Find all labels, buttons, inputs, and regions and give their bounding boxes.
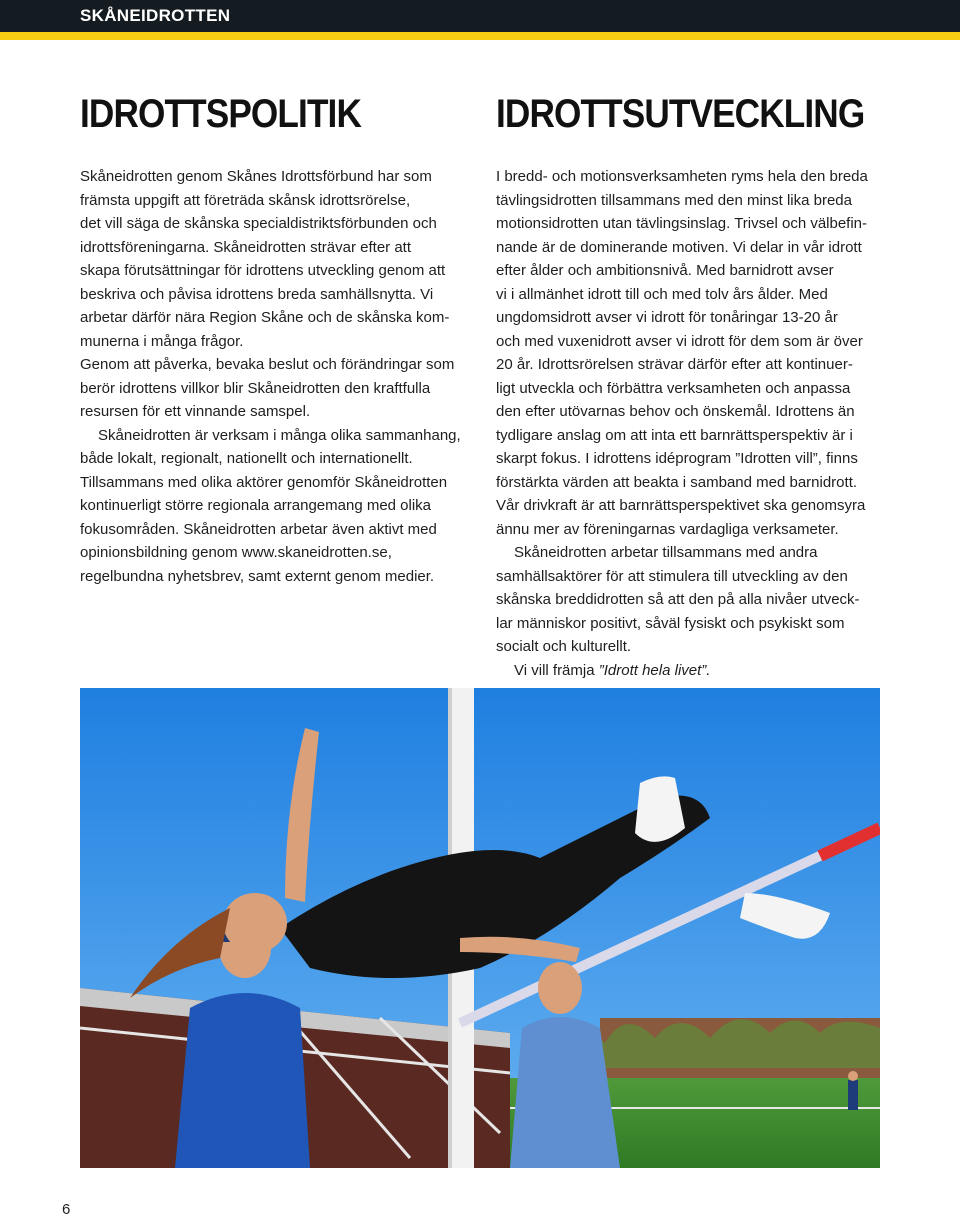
high-jump-photo bbox=[80, 688, 880, 1168]
section-label: SKÅNEIDROTTEN bbox=[80, 6, 231, 25]
text-line: ännu mer av föreningarnas vardagliga verksameter. bbox=[496, 520, 839, 538]
text-line: samhällsaktörer för att stimulera till utveckling av den bbox=[496, 567, 848, 585]
text-line: och med vuxenidrott avser vi idrott för dem som är över bbox=[496, 332, 863, 350]
text-line: Tillsammans med olika aktörer genomför Skåneidrotten bbox=[80, 473, 448, 491]
closing-emphasis: ”Idrott hela livet”. bbox=[598, 661, 711, 679]
text-line: berör idrottens villkor blir Skåneidrotten den kraftfulla bbox=[80, 379, 431, 397]
text-line: nande är de dominerande motiven. Vi delar in vår idrott bbox=[496, 238, 862, 256]
text-line: resursen för ett vinnande samspel. bbox=[80, 403, 311, 420]
text-line: skapa förutsättningar för idrottens utveckling genom att bbox=[80, 262, 446, 279]
accent-rule bbox=[0, 32, 960, 40]
text-line: idrottsföreningarna. Skåneidrotten strävar efter att bbox=[80, 238, 412, 256]
text-line: Genom att påverka, bevaka beslut och förändringar som bbox=[80, 356, 455, 373]
text-line: ligt utveckla och förbättra verksamheten och anpassa bbox=[496, 379, 851, 397]
text-line: Skåneidrotten arbetar tillsammans med andra bbox=[514, 544, 818, 561]
section-header-bar bbox=[0, 0, 960, 32]
text-line: beskriva och påvisa idrottens breda samhällsnytta. Vi bbox=[80, 285, 434, 303]
text-line: det vill säga de skånska specialdistriktsförbunden och bbox=[80, 215, 437, 232]
closing-prefix: Vi vill främja bbox=[514, 661, 599, 679]
text-line: lar människor positivt, såväl fysiskt och psykiskt som bbox=[496, 614, 845, 632]
text-line: främsta uppgift att företräda skånsk idrottsrörelse, bbox=[80, 191, 411, 209]
heading-idrottspolitik: IDROTTSPOLITIK bbox=[80, 92, 362, 136]
right-column bbox=[496, 92, 881, 682]
text-line: skarpt fokus. I idrottens idéprogram ”Idrotten vill”, finns bbox=[496, 450, 858, 467]
text-line: munerna i många frågor. bbox=[80, 332, 244, 350]
heading-idrottsutveckling: IDROTTSUTVECKLING bbox=[496, 92, 865, 136]
text-line: opinionsbildning genom www.skaneidrotten.se, bbox=[80, 544, 392, 561]
text-line: socialt och kulturellt. bbox=[496, 638, 632, 655]
text-line: 20 år. Idrottsrörelsen strävar därför efter att kontinuer- bbox=[496, 356, 853, 373]
text-line: Skåneidrotten genom Skånes Idrottsförbund har som bbox=[80, 168, 432, 185]
body-text-right bbox=[496, 165, 881, 682]
text-line: vi i allmänhet idrott till och med tolv års ålder. Med bbox=[496, 285, 828, 303]
page-number: 6 bbox=[62, 1201, 71, 1218]
text-line: arbetar därför nära Region Skåne och de skånska kom- bbox=[80, 309, 450, 326]
text-line: den efter utövarnas behov och önskemål. Idrottens än bbox=[496, 403, 855, 420]
text-line: Skåneidrotten är verksam i många olika sammanhang, bbox=[98, 426, 461, 444]
text-line: efter ålder och ambitionsnivå. Med barnidrott avser bbox=[496, 262, 834, 279]
text-line: Vår drivkraft är att barnrättsperspektivet ska genomsyra bbox=[496, 497, 866, 514]
text-line: tydligare anslag om att inta ett barnrättsperspektiv är i bbox=[496, 426, 853, 444]
text-line: förstärkta värden att beakta i samband med barnidrott. bbox=[496, 473, 858, 491]
text-line: regelbundna nyhetsbrev, samt externt genom medier. bbox=[80, 567, 435, 585]
closing-line bbox=[496, 659, 881, 683]
text-line: både lokalt, regionalt, nationellt och internationellt. bbox=[80, 450, 413, 467]
body-text-left bbox=[80, 165, 465, 588]
left-column bbox=[80, 92, 465, 588]
text-line: motionsidrotten utan tävlingsinslag. Trivsel och välbefin- bbox=[496, 215, 868, 232]
text-line: ungdomsidrott avser vi idrott för tonåringar 13-20 år bbox=[496, 309, 838, 326]
text-line: I bredd- och motionsverksamheten ryms hela den breda bbox=[496, 168, 868, 185]
text-line: kontinuerligt större regionala arrangemang med olika bbox=[80, 497, 432, 514]
text-line: skånska breddidrotten så att den på alla nivåer utveck- bbox=[496, 591, 860, 608]
text-line: fokusområden. Skåneidrotten arbetar även aktivt med bbox=[80, 520, 437, 538]
text-line: tävlingsidrotten tillsammans med den minst lika breda bbox=[496, 191, 852, 209]
